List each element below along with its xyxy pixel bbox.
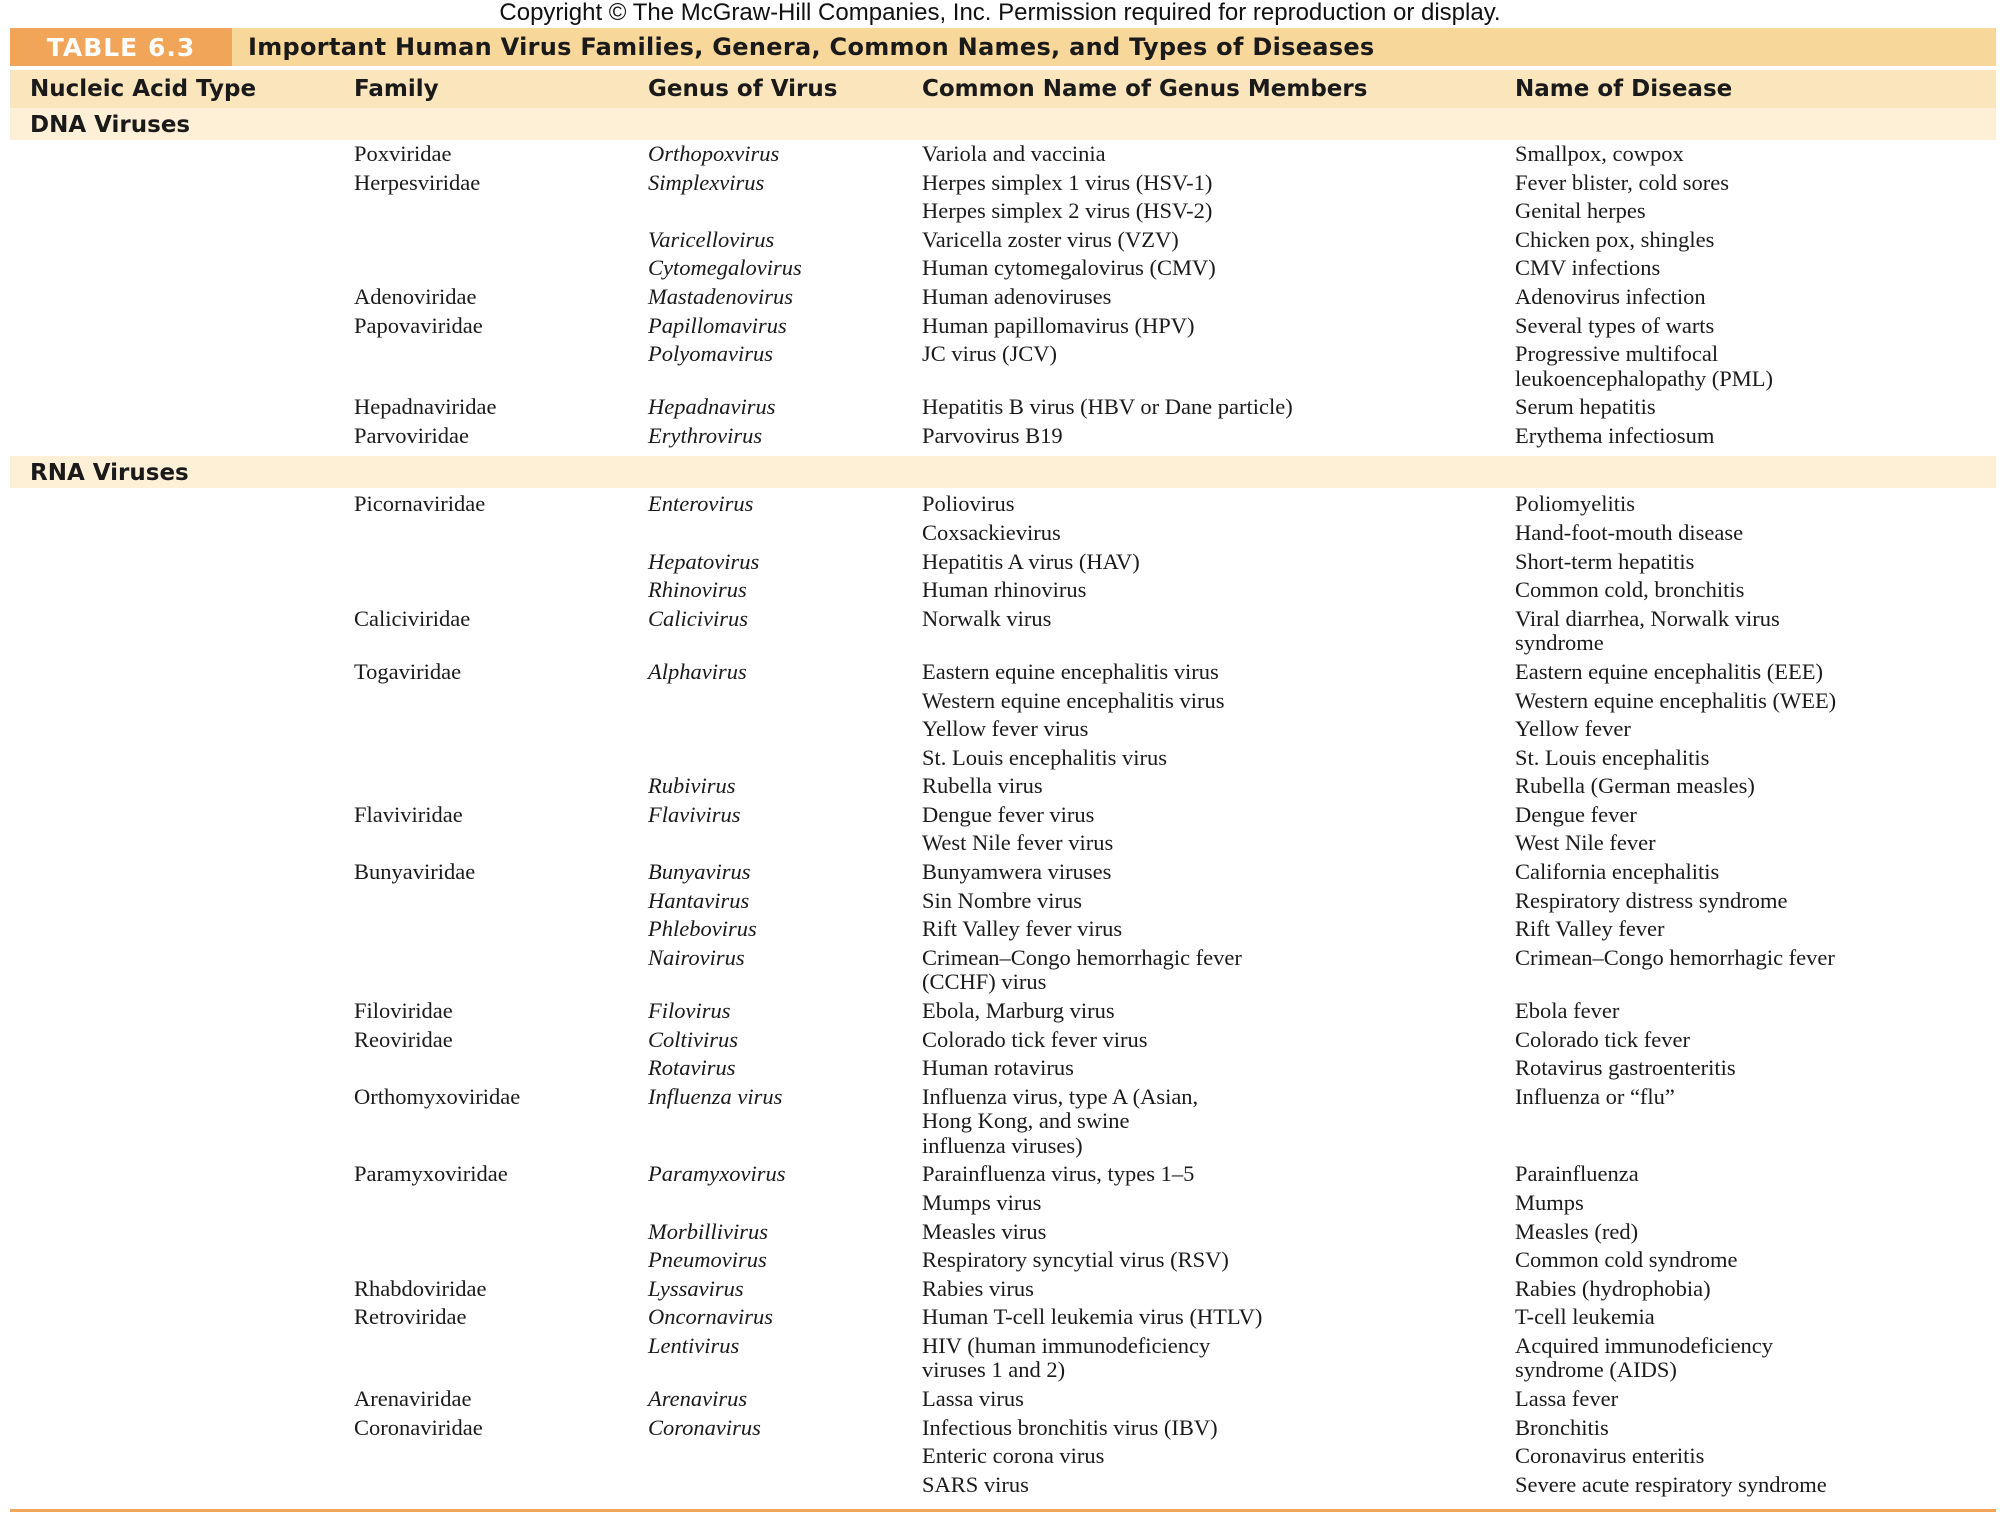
common-name-cell: Yellow fever virus: [922, 716, 1089, 742]
table-row: [10, 1028, 1996, 1057]
common-name-cell: Varicella zoster virus (VZV): [922, 226, 1179, 252]
table-row: [10, 1191, 1996, 1220]
genus-cell: Rhinovirus: [648, 577, 747, 603]
disease-cell: Western equine encephalitis (WEE): [1515, 687, 1837, 713]
disease-cell: Rubella (German measles): [1515, 773, 1755, 799]
disease-cell: Acquired immunodeficiency syndrome (AIDS): [1515, 1332, 1774, 1383]
disease-cell: Rabies (hydrophobia): [1515, 1275, 1711, 1301]
disease-cell: Coronavirus enteritis: [1515, 1443, 1705, 1469]
common-name-cell: JC virus (JCV): [922, 341, 1058, 367]
table-row: [10, 1085, 1996, 1163]
genus-cell: Flavivirus: [648, 801, 741, 827]
genus-cell: Phlebovirus: [648, 916, 757, 942]
common-name-cell: Human rhinovirus: [922, 577, 1087, 603]
table-title-bar: [10, 28, 1996, 66]
table-row: [10, 578, 1996, 607]
genus-cell: Calicivirus: [648, 605, 748, 631]
genus-cell: Papillomavirus: [648, 312, 787, 338]
table-row: [10, 1416, 1996, 1445]
common-name-cell: Measles virus: [922, 1218, 1047, 1244]
table-row: [10, 1248, 1996, 1277]
common-name-cell: Poliovirus: [922, 491, 1015, 517]
table-row: [10, 860, 1996, 889]
common-name-cell: Human papillomavirus (HPV): [922, 312, 1195, 338]
family-cell: Retroviridae: [354, 1304, 467, 1330]
table-row: [10, 607, 1996, 660]
genus-cell: Hepatovirus: [648, 548, 760, 574]
common-name-cell: Lassa virus: [922, 1385, 1024, 1411]
disease-cell: Viral diarrhea, Norwalk virus syndrome: [1515, 605, 1780, 656]
table-body: [10, 108, 1996, 1505]
genus-cell: Lentivirus: [648, 1332, 740, 1358]
table-row: [10, 142, 1996, 171]
disease-cell: Rift Valley fever: [1515, 916, 1665, 942]
common-name-cell: Rabies virus: [922, 1275, 1034, 1301]
common-name-cell: Coxsackievirus: [922, 520, 1061, 546]
table-row: [10, 199, 1996, 228]
disease-cell: Dengue fever: [1515, 801, 1637, 827]
genus-cell: Alphavirus: [648, 658, 747, 684]
header-family: Family: [354, 76, 439, 102]
family-cell: Picornaviridae: [354, 491, 486, 517]
table-row: [10, 424, 1996, 453]
common-name-cell: Human adenoviruses: [922, 283, 1112, 309]
table-row: [10, 1277, 1996, 1306]
family-cell: Parvoviridae: [354, 422, 469, 448]
family-cell: Herpesviridae: [354, 169, 481, 195]
disease-cell: Serum hepatitis: [1515, 394, 1656, 420]
genus-cell: Rubivirus: [648, 773, 736, 799]
common-name-cell: Western equine encephalitis virus: [922, 687, 1225, 713]
disease-cell: Lassa fever: [1515, 1385, 1619, 1411]
genus-cell: Erythrovirus: [648, 422, 763, 448]
genus-cell: Cytomegalovirus: [648, 255, 802, 281]
family-cell: Rhabdoviridae: [354, 1275, 487, 1301]
common-name-cell: Colorado tick fever virus: [922, 1026, 1148, 1052]
common-name-cell: Parvovirus B19: [922, 422, 1063, 448]
disease-cell: Eastern equine encephalitis (EEE): [1515, 658, 1823, 684]
family-cell: Flaviviridae: [354, 801, 463, 827]
table-row: [10, 831, 1996, 860]
common-name-cell: SARS virus: [922, 1471, 1029, 1497]
table-row: [10, 1056, 1996, 1085]
genus-cell: Pneumovirus: [648, 1247, 767, 1273]
header-common-name: Common Name of Genus Members: [922, 76, 1368, 102]
family-cell: Togaviridae: [354, 658, 462, 684]
common-name-cell: Sin Nombre virus: [922, 887, 1082, 913]
disease-cell: Poliomyelitis: [1515, 491, 1636, 517]
section-header: [10, 456, 1996, 488]
disease-cell: Genital herpes: [1515, 198, 1646, 224]
disease-cell: Adenovirus infection: [1515, 283, 1706, 309]
table-row: [10, 256, 1996, 285]
table-row: [10, 1444, 1996, 1473]
table-row: [10, 1334, 1996, 1387]
table-row: [10, 342, 1996, 395]
table-row: [10, 717, 1996, 746]
disease-cell: St. Louis encephalitis: [1515, 744, 1710, 770]
disease-cell: Smallpox, cowpox: [1515, 141, 1684, 166]
family-cell: Hepadnaviridae: [354, 394, 497, 420]
genus-cell: Coronavirus: [648, 1414, 761, 1440]
section-rows: [10, 140, 1996, 456]
table-row: [10, 917, 1996, 946]
disease-cell: Influenza or “flu”: [1515, 1083, 1675, 1109]
common-name-cell: Infectious bronchitis virus (IBV): [922, 1414, 1218, 1440]
common-name-cell: Human T-cell leukemia virus (HTLV): [922, 1304, 1263, 1330]
disease-cell: Respiratory distress syndrome: [1515, 887, 1788, 913]
family-cell: Arenaviridae: [354, 1385, 472, 1411]
genus-cell: Oncornavirus: [648, 1304, 773, 1330]
disease-cell: Progressive multifocal leukoencephalopathy (PML): [1515, 341, 1774, 391]
genus-cell: Arenavirus: [648, 1385, 748, 1411]
common-name-cell: Mumps virus: [922, 1189, 1042, 1215]
section-header: [10, 108, 1996, 140]
common-name-cell: Rift Valley fever virus: [922, 916, 1123, 942]
table-row: [10, 774, 1996, 803]
genus-cell: Bunyavirus: [648, 859, 751, 885]
table-row: [10, 1220, 1996, 1249]
disease-cell: Mumps: [1515, 1189, 1584, 1215]
disease-cell: CMV infections: [1515, 255, 1661, 281]
genus-cell: Enterovirus: [648, 491, 754, 517]
table-row: [10, 285, 1996, 314]
genus-cell: Varicellovirus: [648, 226, 775, 252]
table-row: [10, 689, 1996, 718]
family-cell: Reoviridae: [354, 1026, 453, 1052]
table-row: [10, 228, 1996, 257]
common-name-cell: Eastern equine encephalitis virus: [922, 658, 1219, 684]
common-name-cell: Human cytomegalovirus (CMV): [922, 255, 1216, 281]
disease-cell: Ebola fever: [1515, 997, 1620, 1023]
table-row: [10, 314, 1996, 343]
table-row: [10, 889, 1996, 918]
table-row: [10, 660, 1996, 689]
genus-cell: Influenza virus: [648, 1083, 783, 1109]
section-label: RNA Viruses: [30, 460, 189, 487]
table-row: [10, 171, 1996, 200]
table-header-row: [10, 70, 1996, 108]
common-name-cell: St. Louis encephalitis virus: [922, 744, 1167, 770]
common-name-cell: Variola and vaccinia: [922, 141, 1106, 166]
table-row: [10, 1162, 1996, 1191]
table-row: [10, 999, 1996, 1028]
disease-cell: Colorado tick fever: [1515, 1026, 1690, 1052]
disease-cell: Bronchitis: [1515, 1414, 1609, 1440]
common-name-cell: Dengue fever virus: [922, 801, 1095, 827]
genus-cell: Hantavirus: [648, 887, 750, 913]
family-cell: Papovaviridae: [354, 312, 483, 338]
family-cell: Adenoviridae: [354, 283, 477, 309]
table-row: [10, 492, 1996, 521]
disease-cell: California encephalitis: [1515, 859, 1720, 885]
table-row: [10, 946, 1996, 999]
common-name-cell: Enteric corona virus: [922, 1443, 1105, 1469]
genus-cell: Paramyxovirus: [648, 1161, 786, 1187]
common-name-cell: Respiratory syncytial virus (RSV): [922, 1247, 1229, 1273]
table-row: [10, 746, 1996, 775]
disease-cell: Measles (red): [1515, 1218, 1639, 1244]
disease-cell: Crimean–Congo hemorrhagic fever: [1515, 944, 1835, 970]
genus-cell: Coltivirus: [648, 1026, 739, 1052]
common-name-cell: HIV (human immunodeficiency viruses 1 and 2): [922, 1332, 1211, 1383]
copyright-notice: Copyright © The McGraw-Hill Companies, Inc. Permission required for reproduction or display.: [499, 0, 1501, 26]
genus-cell: Hepadnavirus: [648, 394, 776, 420]
family-cell: Coronaviridae: [354, 1414, 483, 1440]
table-title: Important Human Virus Families, Genera, Common Names, and Types of Diseases: [248, 33, 1375, 61]
family-cell: Caliciviridae: [354, 605, 471, 631]
disease-cell: Fever blister, cold sores: [1515, 169, 1730, 195]
table-bottom-rule: [10, 1509, 1996, 1512]
genus-cell: Simplexvirus: [648, 169, 765, 195]
genus-cell: Morbillivirus: [648, 1218, 769, 1244]
genus-cell: Filovirus: [648, 997, 731, 1023]
common-name-cell: Norwalk virus: [922, 605, 1052, 631]
header-disease: Name of Disease: [1515, 76, 1733, 102]
common-name-cell: West Nile fever virus: [922, 830, 1114, 856]
table-row: [10, 1387, 1996, 1416]
table-row: [10, 395, 1996, 424]
genus-cell: Mastadenovirus: [648, 283, 793, 309]
genus-cell: Lyssavirus: [648, 1275, 744, 1301]
genus-cell: Nairovirus: [648, 944, 745, 970]
common-name-cell: Influenza virus, type A (Asian, Hong Kong, and swine influenza viruses): [922, 1083, 1199, 1158]
family-cell: Bunyaviridae: [354, 859, 476, 885]
disease-cell: Chicken pox, shingles: [1515, 226, 1715, 252]
common-name-cell: Human rotavirus: [922, 1055, 1074, 1081]
disease-cell: Yellow fever: [1515, 716, 1631, 742]
table-row: [10, 550, 1996, 579]
header-nucleic-acid-type: Nucleic Acid Type: [30, 76, 257, 102]
disease-cell: Short-term hepatitis: [1515, 548, 1695, 574]
disease-cell: Several types of warts: [1515, 312, 1715, 338]
section-label: DNA Viruses: [30, 112, 191, 138]
common-name-cell: Ebola, Marburg virus: [922, 997, 1115, 1023]
common-name-cell: Herpes simplex 2 virus (HSV-2): [922, 198, 1213, 224]
family-cell: Paramyxoviridae: [354, 1161, 508, 1187]
common-name-cell: Hepatitis A virus (HAV): [922, 548, 1140, 574]
table-row: [10, 1473, 1996, 1502]
family-cell: Filoviridae: [354, 997, 453, 1023]
disease-cell: Hand-foot-mouth disease: [1515, 520, 1744, 546]
disease-cell: Common cold syndrome: [1515, 1247, 1738, 1273]
disease-cell: Common cold, bronchitis: [1515, 577, 1745, 603]
table-number-badge: TABLE 6.3: [10, 28, 232, 66]
table-row: [10, 803, 1996, 832]
family-cell: Orthomyxoviridae: [354, 1083, 521, 1109]
common-name-cell: Hepatitis B virus (HBV or Dane particle): [922, 394, 1293, 420]
section-rows: [10, 488, 1996, 1505]
table-row: [10, 521, 1996, 550]
virus-table: [10, 28, 1996, 1512]
disease-cell: Severe acute respiratory syndrome: [1515, 1471, 1827, 1497]
common-name-cell: Herpes simplex 1 virus (HSV-1): [922, 169, 1213, 195]
disease-cell: T-cell leukemia: [1515, 1304, 1655, 1330]
disease-cell: West Nile fever: [1515, 830, 1656, 856]
common-name-cell: Rubella virus: [922, 773, 1043, 799]
disease-cell: Parainfluenza: [1515, 1161, 1639, 1187]
family-cell: Poxviridae: [354, 141, 452, 166]
disease-cell: Rotavirus gastroenteritis: [1515, 1055, 1736, 1081]
genus-cell: Orthopoxvirus: [648, 141, 780, 166]
genus-cell: Rotavirus: [648, 1055, 736, 1081]
common-name-cell: Parainfluenza virus, types 1–5: [922, 1161, 1195, 1187]
disease-cell: Erythema infectiosum: [1515, 422, 1715, 448]
header-genus: Genus of Virus: [648, 76, 838, 102]
table-row: [10, 1305, 1996, 1334]
common-name-cell: Crimean–Congo hemorrhagic fever (CCHF) virus: [922, 944, 1242, 995]
common-name-cell: Bunyamwera viruses: [922, 859, 1112, 885]
genus-cell: Polyomavirus: [648, 341, 773, 367]
